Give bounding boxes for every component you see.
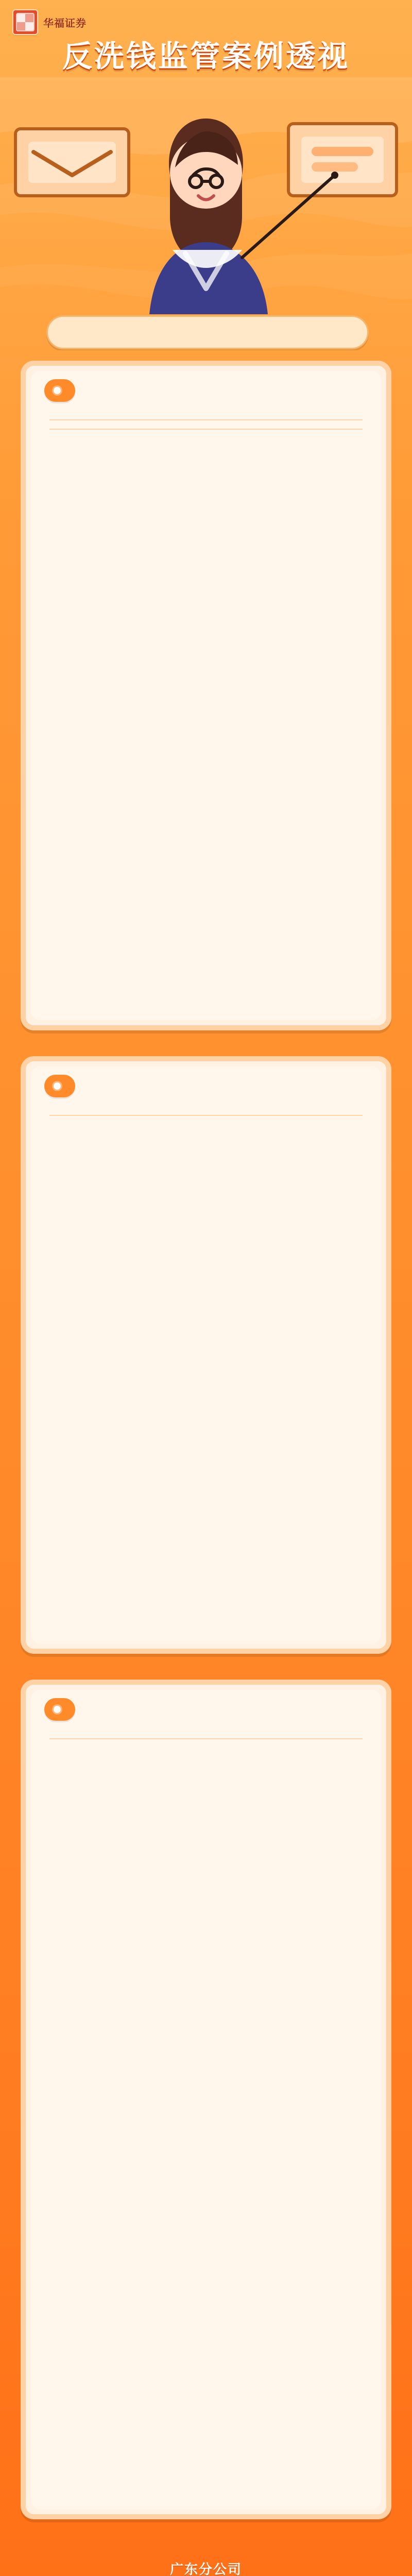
basic-facts-section-label — [44, 379, 75, 402]
typical-significance-section-label — [44, 1698, 75, 1721]
top-header — [0, 0, 412, 350]
brand-seal-pattern — [16, 13, 35, 31]
page-title: 反洗钱监管案例透视 — [62, 39, 350, 74]
litigation-process-card — [21, 1056, 391, 1654]
brand — [12, 9, 87, 35]
typical-significance-card — [21, 1680, 391, 2519]
divider — [49, 419, 363, 420]
divider — [49, 1738, 363, 1739]
right-board-icon — [288, 124, 397, 196]
left-board-icon — [15, 129, 129, 196]
footer-org: 广东分公司 — [169, 2562, 242, 2576]
brand-seal-icon — [12, 9, 38, 35]
basic-facts-content — [49, 412, 363, 1005]
section-bullet-icon — [54, 1706, 61, 1713]
litigation-process-section-label — [44, 1075, 75, 1097]
basic-facts-card — [21, 361, 391, 1030]
litigation-process-content — [49, 1108, 363, 1628]
brand-name: 华福证券 — [43, 16, 87, 29]
divider — [49, 429, 363, 430]
seal-cell — [25, 14, 33, 22]
seal-cell — [17, 14, 25, 22]
divider — [49, 1115, 363, 1116]
footer — [0, 2550, 412, 2576]
section-bullet-icon — [54, 387, 61, 394]
seal-cell — [25, 22, 33, 30]
header-illustration — [0, 46, 412, 335]
section-bullet-icon — [54, 1082, 61, 1090]
case-subtitle-banner — [46, 315, 369, 349]
seal-cell — [17, 22, 25, 30]
typical-significance-content — [49, 1731, 363, 2494]
